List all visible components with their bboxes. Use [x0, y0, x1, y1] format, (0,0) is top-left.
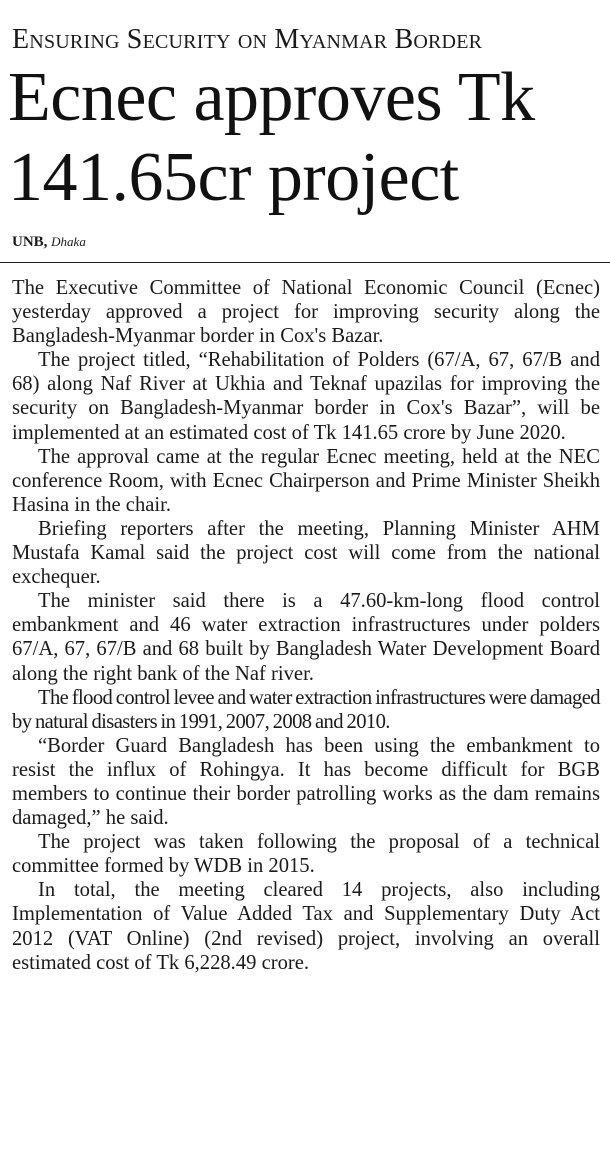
byline-divider [0, 262, 610, 263]
byline-place: Dhaka [51, 234, 86, 249]
body-paragraph: In total, the meeting cleared 14 projects, also including Implementation of Value Added Tax and Supplementary Duty Act 2012 (VAT Online) (2nd revised) project, involving an overall estimated cost of Tk 6,228.49 crore. [12, 879, 600, 974]
body-paragraph: “Border Guard Bangladesh has been using the embankment to resist the influx of Rohingya. It has become difficult for BGB members to continue their border patrolling works as the dam remains damaged,” he said. [12, 734, 600, 830]
body-paragraph: The project titled, “Rehabilitation of Polders (67/A, 67, 67/B and 68) along Naf River at Ukhia and Teknaf upazilas for improving the security on Bangladesh-Myanmar border in Cox's Bazar”, will be implemented at an estimated cost of Tk 141.65 crore by June 2020. [12, 349, 600, 444]
article-kicker: Ensuring Security on Myanmar Border [12, 24, 483, 55]
byline-agency: UNB, [12, 234, 48, 250]
body-paragraph: The project was taken following the proposal of a technical committee formed by WDB in 2015. [12, 831, 600, 878]
body-paragraph: The approval came at the regular Ecnec meeting, held at the NEC conference Room, with Ecnec Chairperson and Prime Minister Sheikh Hasina in the chair. [12, 445, 600, 516]
body-paragraph: Briefing reporters after the meeting, Planning Minister AHM Mustafa Kamal said the project cost will come from the national exchequer. [12, 517, 600, 589]
body-paragraph: The minister said there is a 47.60-km-long flood control embankment and 46 water extraction infrastructures under polders 67/A, 67, 67/B and 68 built by Bangladesh Water Development Board along the right bank of the Naf river. [12, 590, 600, 685]
article-body [12, 276, 600, 975]
article-headline: Ecnec approves Tk 141.65cr project [8, 59, 535, 216]
body-paragraph: The Executive Committee of National Economic Council (Ecnec) yesterday approved a project for improving security along the Bangladesh-Myanmar border in Cox's Bazar. [12, 277, 600, 348]
byline [12, 233, 86, 251]
body-paragraph: The flood control levee and water extraction infrastructures were damaged by natural disasters in 1991, 2007, 2008 and 2010. [12, 686, 600, 733]
